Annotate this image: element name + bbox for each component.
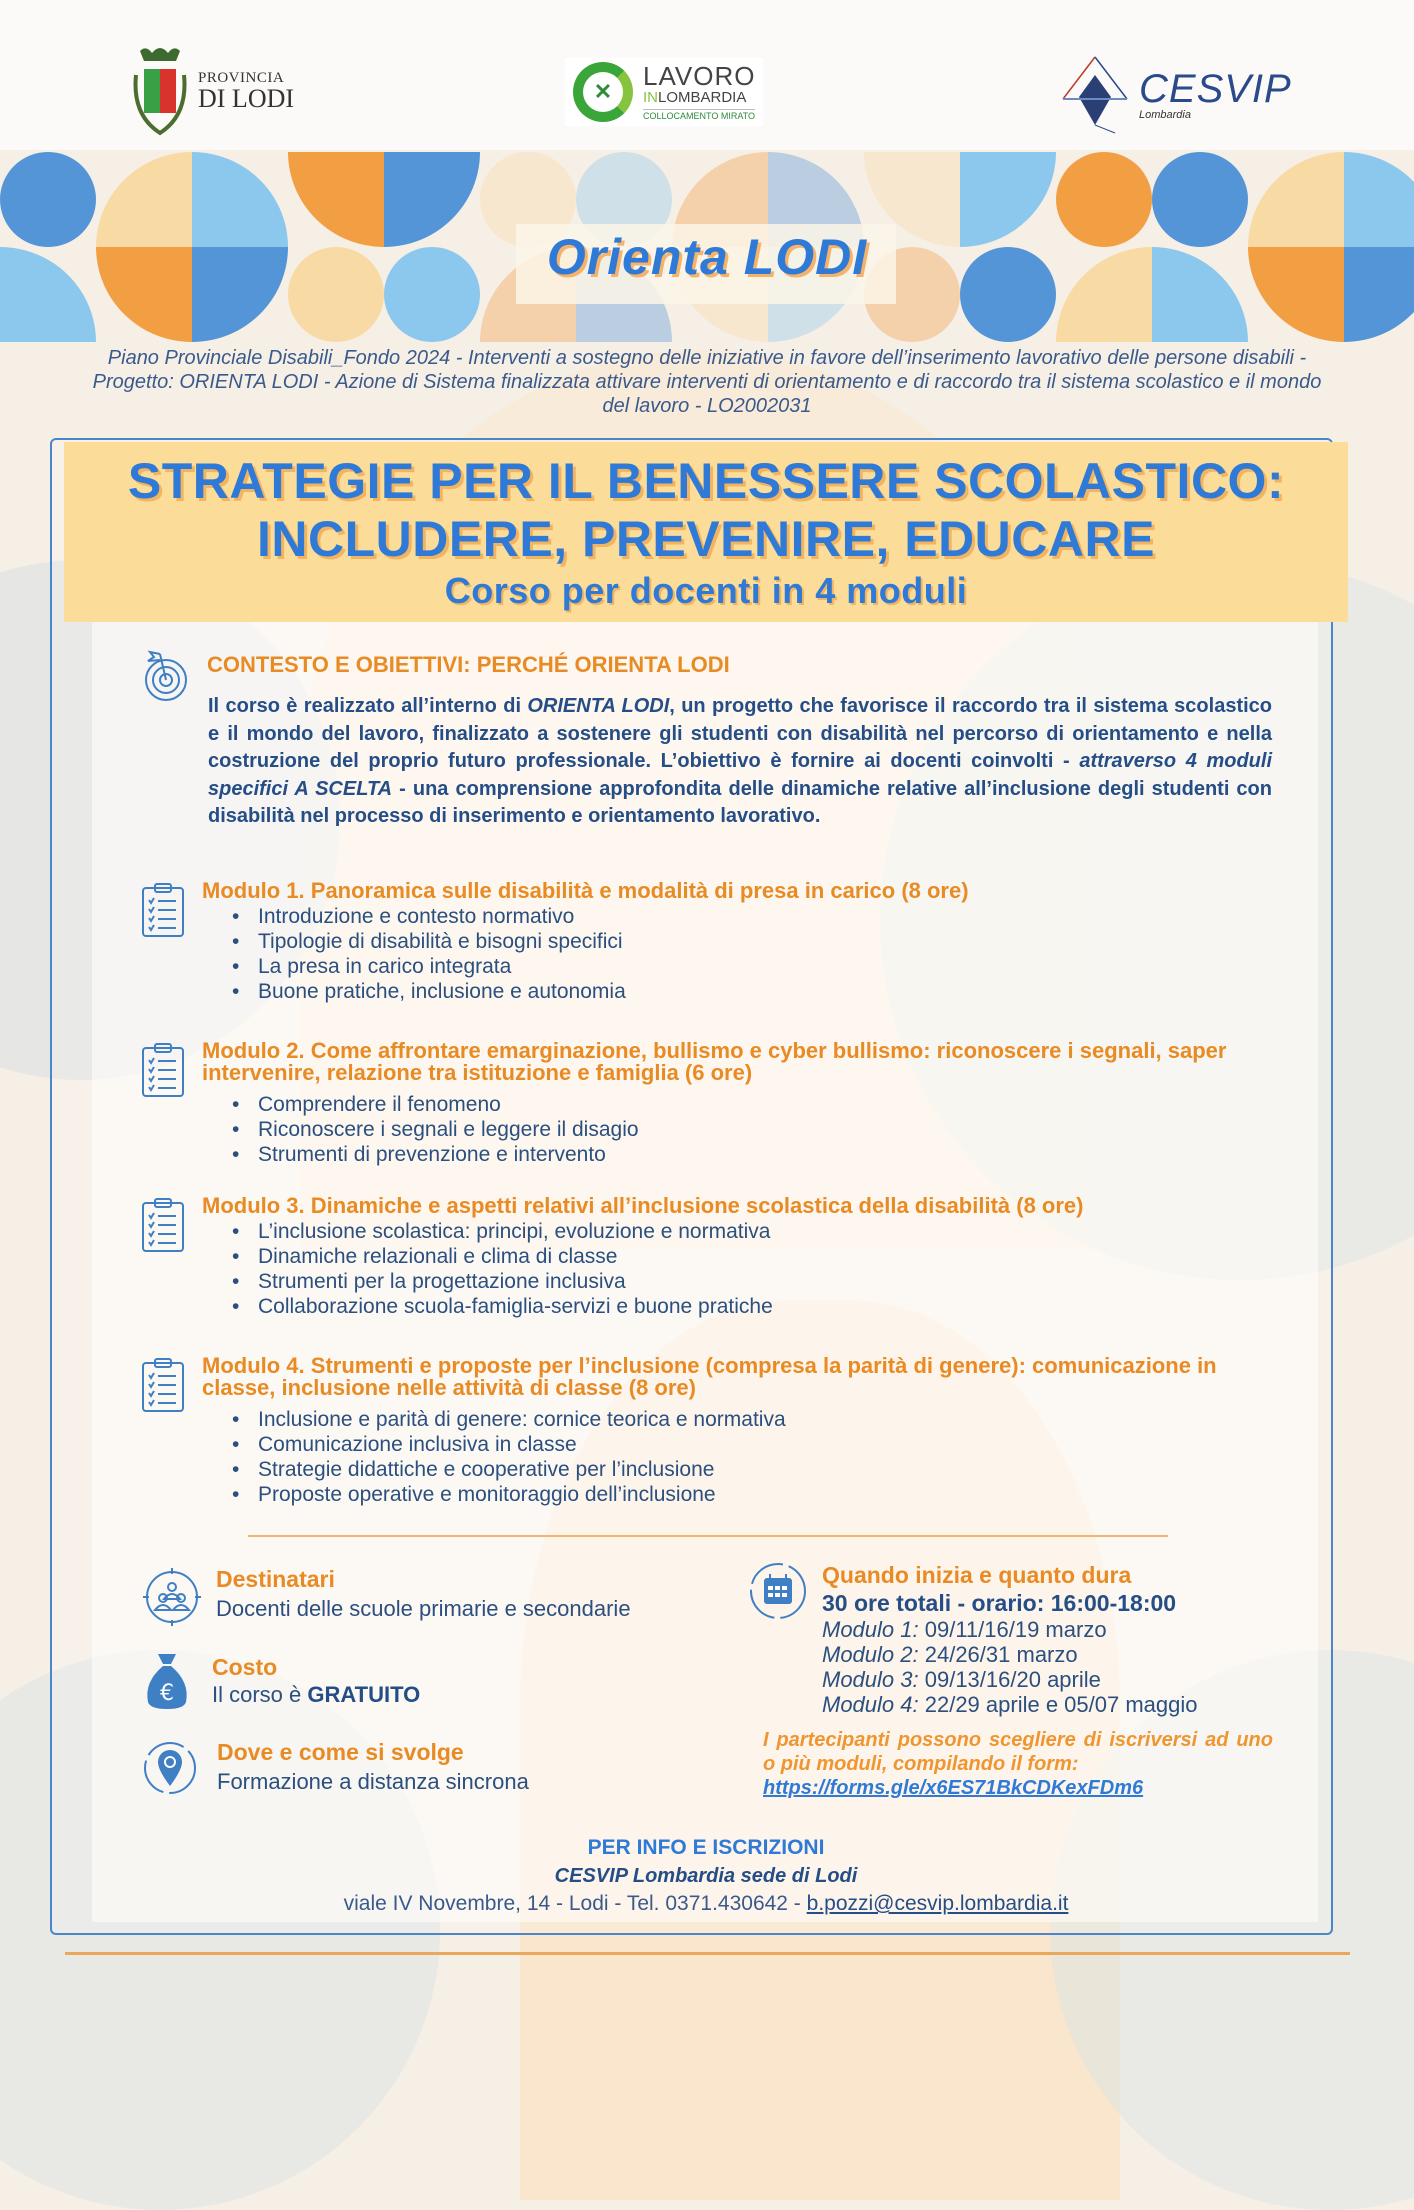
enrollment-note [763, 1728, 1273, 1800]
schedule-info [822, 1561, 1198, 1717]
enrollment-form-link[interactable]: https://forms.gle/x6ES71BkCDKexFDm6 [763, 1777, 1144, 1799]
clipboard-checklist-icon [140, 1357, 186, 1418]
contact-email-link[interactable]: b.pozzi@cesvip.lombardia.it [806, 1892, 1069, 1915]
contact-org: CESVIP Lombardia sede di Lodi [554, 1865, 858, 1887]
provincia-lodi-logo [132, 45, 294, 137]
audience-icon [142, 1567, 202, 1632]
lombardia-label: LOMBARDIA [658, 89, 747, 107]
course-subtitle: Corso per docenti in 4 moduli [444, 570, 968, 611]
course-title-line2: INCLUDERE, PREVENIRE, EDUCARE [257, 511, 1155, 567]
schedule-dates: 24/26/31 marzo [918, 1642, 1078, 1667]
schedule-row [822, 1617, 1198, 1642]
schedule-dates: 09/11/16/19 marzo [918, 1617, 1107, 1642]
in-label: IN [643, 89, 658, 107]
contact-heading: PER INFO E ISCRIZIONI [587, 1836, 825, 1859]
coat-of-arms-icon [132, 45, 188, 137]
provincia-label: PROVINCIA [198, 69, 285, 86]
module-topic: • Collaborazione scuola-famiglia-servizi e buone pratiche [232, 1294, 1290, 1319]
audience-text: Docenti delle scuole primarie e secondarie [216, 1596, 631, 1621]
module-topic: • Buone pratiche, inclusione e autonomia [232, 979, 1290, 1004]
project-intro: Piano Provinciale Disabili_Fondo 2024 - Interventi a sostegno delle iniziative in favore dell’inserimento lavorativo delle persone disabili - Progetto: ORIENTA LODI - Azione di Sistema finalizzata attivare interventi di orientamento e di raccordo tra il sistema scolastico e il mondo del lavoro - LO2002031 [92, 347, 1322, 417]
module-1 [140, 880, 1290, 1004]
context-heading: CONTESTO E OBIETTIVI: PERCHÉ ORIENTA LODI [207, 652, 730, 677]
audience-title: Destinatari [216, 1566, 335, 1592]
module-topic: • L’inclusione scolastica: principi, evoluzione e normativa [232, 1219, 1290, 1244]
schedule-dates: 22/29 aprile e 05/07 maggio [918, 1692, 1198, 1717]
context-text: Il corso è realizzato all’interno di [208, 695, 528, 717]
module-topics [232, 1092, 1290, 1167]
context-body [208, 693, 1272, 831]
module-topics [232, 1407, 1290, 1507]
context-text: - una comprensione approfondita delle dinamiche relative all’inclusione degli studenti con disabilità nel processo di inserimento e orientamento lavorativo. [208, 777, 1272, 827]
location-icon [142, 1738, 198, 1803]
module-topic: • Strumenti per la progettazione inclusiva [232, 1269, 1290, 1294]
module-topic: • Strategie didattiche e cooperative per l’inclusione [232, 1457, 1290, 1482]
logo-bar [0, 0, 1414, 150]
lavoro-label: LAVORO [643, 60, 756, 91]
cost-free-label: GRATUITO [307, 1682, 421, 1707]
module-topic: • Dinamiche relazionali e clima di classe [232, 1244, 1290, 1269]
location-text: Formazione a distanza sincrona [217, 1769, 529, 1794]
cost-text [212, 1681, 420, 1709]
schedule-row [822, 1642, 1198, 1667]
lavoro-lombardia-logo [565, 58, 763, 126]
schedule-module-label: Modulo 1: [822, 1617, 919, 1642]
cost-title: Costo [212, 1654, 278, 1680]
money-bag-euro-icon [144, 1652, 190, 1715]
schedule-row [822, 1667, 1198, 1692]
audience-info [216, 1565, 631, 1623]
contact-address-text: viale IV Novembre, 14 - Lodi - Tel. 0371.430642 - [343, 1892, 807, 1915]
lodi-label: DI LODI [198, 83, 295, 113]
schedule-summary: 30 ore totali - orario: 16:00-18:00 [822, 1590, 1177, 1616]
module-topic: • La presa in carico integrata [232, 954, 1290, 979]
schedule-title: Quando inizia e quanto dura [822, 1562, 1132, 1588]
svg-text:€: € [160, 1681, 174, 1706]
module-title: Modulo 3. Dinamiche e aspetti relativi all’inclusione scolastica della disabilità (8 ore) [202, 1193, 1084, 1218]
module-title: Modulo 1. Panoramica sulle disabilità e modalità di presa in carico (8 ore) [202, 878, 969, 903]
contact-address [64, 1890, 1348, 1918]
module-topic: • Riconoscere i segnali e leggere il disagio [232, 1117, 1290, 1142]
schedule-dates: 09/13/16/20 aprile [918, 1667, 1101, 1692]
module-topics [232, 904, 1290, 1004]
module-topic: • Inclusione e parità di genere: cornice teorica e normativa [232, 1407, 1290, 1432]
clipboard-checklist-icon [140, 882, 186, 943]
cesvip-region-label: Lombardia [1139, 109, 1191, 121]
module-title: Modulo 4. Strumenti e proposte per l’inclusione (compresa la parità di genere): comunicazione in classe, inclusione nelle attività di classe (8 ore) [202, 1353, 1217, 1400]
cesvip-mark-icon [1055, 55, 1135, 135]
module-topic: • Tipologie di disabilità e bisogni specifici [232, 929, 1290, 954]
bottom-rule [65, 1952, 1350, 1955]
module-2 [140, 1040, 1290, 1167]
context-emphasis: ORIENTA LODI [527, 695, 670, 717]
pattern-banner [0, 152, 1414, 342]
module-topic: • Introduzione e contesto normativo [232, 904, 1290, 929]
course-title-line1: STRATEGIE PER IL BENESSERE SCOLASTICO: [127, 453, 1285, 509]
target-icon [140, 648, 196, 709]
module-topic: • Proposte operative e monitoraggio dell’inclusione [232, 1482, 1290, 1507]
schedule-module-label: Modulo 3: [822, 1667, 919, 1692]
module-4 [140, 1355, 1290, 1507]
schedule-row [822, 1692, 1198, 1717]
module-title: Modulo 2. Come affrontare emarginazione, bullismo e cyber bullismo: riconoscere i segnali, saper intervenire, relazione tra istituzione e famiglia (6 ore) [202, 1038, 1227, 1085]
context-text: , un progetto che favorisce il raccordo tra il sistema scolastico e il mondo del lavoro, finalizzato a sostenere gli studenti con disabilità nel percorso di orientamento e nella costruzione del proprio futuro professionale. L’obiettivo è fornire ai docenti coinvolti - [208, 695, 1273, 772]
section-divider [248, 1535, 1168, 1537]
cost-info [212, 1653, 420, 1709]
module-3 [140, 1195, 1290, 1319]
contact-info [64, 1834, 1348, 1918]
clipboard-checklist-icon [140, 1042, 186, 1103]
lavoro-ring-icon: ✕ [573, 62, 633, 122]
collocamento-label: COLLOCAMENTO MIRATO [643, 110, 756, 121]
cesvip-label: CESVIP [1139, 67, 1292, 111]
module-topic: • Comunicazione inclusiva in classe [232, 1432, 1290, 1457]
schedule-module-label: Modulo 4: [822, 1692, 919, 1717]
schedule-module-label: Modulo 2: [822, 1642, 919, 1667]
module-topics [232, 1219, 1290, 1319]
calendar-icon [748, 1561, 808, 1626]
enrollment-text: I partecipanti possono scegliere di iscriversi ad uno o più moduli, compilando il form: [763, 1729, 1273, 1775]
context-emphasis: attraverso 4 moduli specifici A SCELTA [208, 750, 1272, 800]
clipboard-checklist-icon [140, 1197, 186, 1258]
module-topic: • Strumenti di prevenzione e intervento [232, 1142, 1290, 1167]
location-title: Dove e come si svolge [217, 1739, 464, 1765]
module-topic: • Comprendere il fenomeno [232, 1092, 1290, 1117]
banner-title: Orienta LODI [546, 229, 868, 285]
location-info [217, 1738, 529, 1796]
cost-text-label: Il corso è [212, 1682, 308, 1707]
cesvip-logo [1055, 55, 1292, 135]
